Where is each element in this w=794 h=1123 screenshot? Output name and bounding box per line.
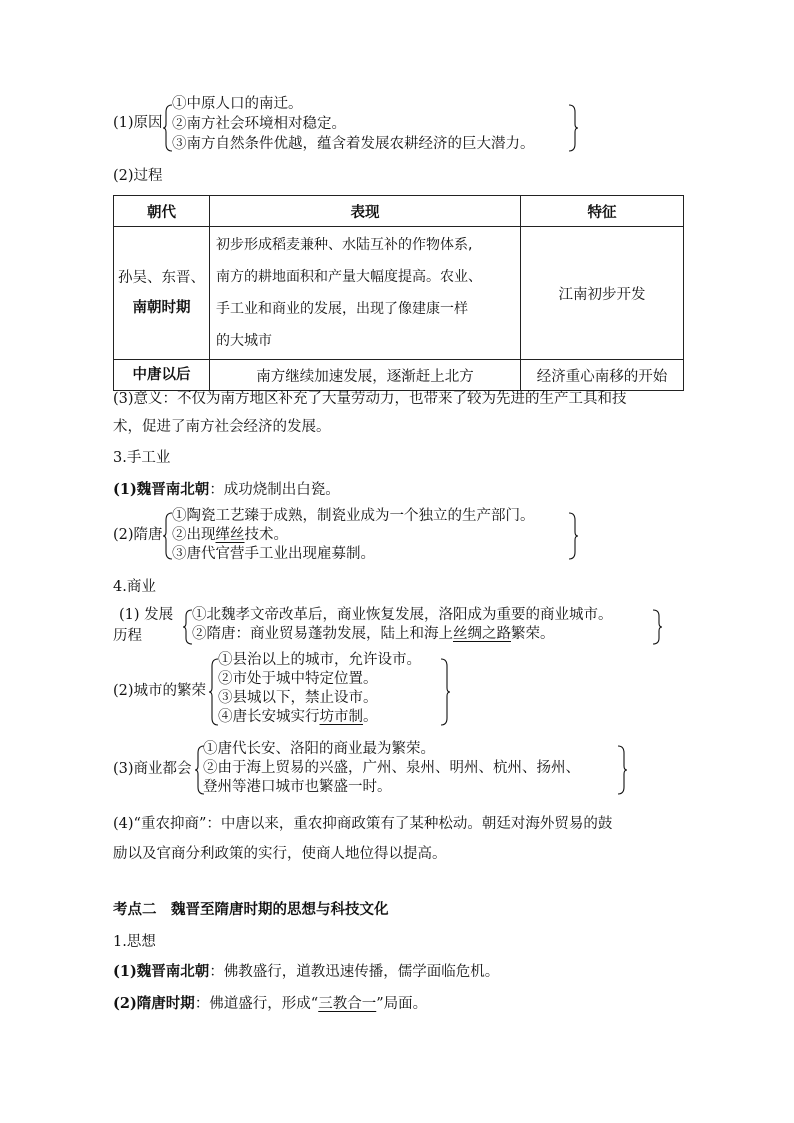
process-label: (2)过程 bbox=[113, 168, 163, 184]
dev-item-1: ①北魏孝文帝改革后，商业恢复发展，洛阳成为重要的商业城市。 bbox=[192, 607, 613, 623]
city-item-4 bbox=[218, 707, 378, 727]
handicraft-item-1 bbox=[113, 480, 340, 500]
policy-line-1: (4)“重农抑商”：中唐以来，重农抑商政策有了某种松动。朝廷对海外贸易的鼓 bbox=[113, 816, 613, 832]
process-table bbox=[113, 195, 684, 391]
performance-line: 南方的耕地面积和产量大幅度提高。农业、 bbox=[216, 269, 482, 285]
performance-line: 手工业和商业的发展，出现了像建康一样 bbox=[216, 301, 468, 317]
text-span: ”局面。 bbox=[376, 996, 428, 1012]
era-cell bbox=[114, 227, 210, 360]
table-header-row bbox=[114, 196, 684, 227]
handicraft-sub-1: ①陶瓷工艺臻于成熟，制瓷业成为一个独立的生产部门。 bbox=[172, 508, 535, 524]
text-span: 技术。 bbox=[244, 527, 288, 543]
cause-item-2: ②南方社会环境相对稳定。 bbox=[172, 116, 346, 132]
text-span: 。 bbox=[363, 709, 378, 725]
era-line: 南朝时期 bbox=[132, 300, 191, 316]
thought-item-2 bbox=[113, 994, 427, 1014]
period-label: (2)隋唐时期 bbox=[113, 995, 195, 1012]
commerce-heading: 4.商业 bbox=[113, 579, 156, 595]
thought-heading: 1.思想 bbox=[113, 934, 156, 950]
city-label: (2)城市的繁荣 bbox=[113, 683, 207, 699]
right-brace bbox=[568, 512, 578, 560]
table-row bbox=[114, 227, 684, 360]
feature-cell: 经济重心南移的开始 bbox=[521, 360, 684, 391]
era-line: 孙吴、东晋、 bbox=[118, 270, 205, 286]
performance-cell: 南方继续加速发展，逐渐赶上北方 bbox=[210, 360, 521, 391]
policy-line-2: 励以及官商分利政策的实行，使商人地位得以提高。 bbox=[113, 846, 447, 862]
feature-cell: 江南初步开发 bbox=[521, 227, 684, 360]
text-span: ④唐长安城实行 bbox=[218, 709, 320, 725]
right-brace bbox=[617, 745, 627, 795]
handicraft-sub-2 bbox=[172, 525, 288, 545]
text-span: ②隋唐：商业贸易蓬勃发展，陆上和海上 bbox=[192, 626, 453, 642]
meaning-line-1: (3)意义：不仅为南方地区补充了大量劳动力，也带来了较为先进的生产工具和技 bbox=[113, 391, 627, 407]
dev-item-2 bbox=[192, 624, 555, 644]
city-item-2: ②市处于城中特定位置。 bbox=[218, 671, 378, 687]
keyword-underlined: 三教合一 bbox=[318, 996, 377, 1012]
text-span: 繁荣。 bbox=[511, 626, 555, 642]
keyword-underlined: 丝绸之路 bbox=[453, 626, 511, 642]
header-era: 朝代 bbox=[114, 196, 210, 227]
keyword-underlined: 缂丝 bbox=[215, 527, 245, 543]
header-feature: 特征 bbox=[521, 196, 684, 227]
sui-tang-label: (2)隋唐 bbox=[113, 527, 163, 543]
city-item-3: ③县城以下，禁止设市。 bbox=[218, 690, 378, 706]
performance-cell bbox=[210, 227, 521, 360]
cause-label: (1)原因 bbox=[113, 115, 163, 131]
right-brace bbox=[440, 658, 450, 726]
era-cell: 中唐以后 bbox=[114, 360, 210, 391]
section-title: 考点二 魏晋至隋唐时期的思想与科技文化 bbox=[113, 902, 389, 918]
keyword-underlined: 坊市制 bbox=[319, 709, 363, 725]
thought-item-1 bbox=[113, 962, 499, 982]
text-span: ②出现 bbox=[172, 527, 216, 543]
header-performance: 表现 bbox=[210, 196, 521, 227]
handicraft-item-1-text: ：成功烧制出白瓷。 bbox=[209, 482, 340, 498]
performance-line: 初步形成稻麦兼种、水陆互补的作物体系, bbox=[216, 237, 473, 253]
period-label: (1)魏晋南北朝 bbox=[113, 481, 210, 498]
cause-item-3: ③南方自然条件优越，蕴含着发展农耕经济的巨大潜力。 bbox=[172, 136, 535, 152]
metro-item-2: ②由于海上贸易的兴盛，广州、泉州、明州、杭州、扬州、 bbox=[203, 760, 580, 776]
right-brace bbox=[568, 104, 578, 152]
period-label: (1)魏晋南北朝 bbox=[113, 963, 210, 980]
text-span: ：佛教盛行，道教迅速传播，儒学面临危机。 bbox=[209, 964, 500, 980]
performance-line: 的大城市 bbox=[216, 333, 272, 349]
text-span: ：佛道盛行，形成“ bbox=[194, 996, 319, 1012]
dev-label-2: 历程 bbox=[113, 628, 142, 644]
meaning-line-2: 术，促进了南方社会经济的发展。 bbox=[113, 419, 331, 435]
metro-label: (3)商业都会 bbox=[113, 761, 192, 777]
city-item-1: ①县治以上的城市，允许设市。 bbox=[218, 652, 421, 668]
metro-item-3: 登州等港口城市也繁盛一时。 bbox=[203, 779, 392, 795]
metro-item-1: ①唐代长安、洛阳的商业最为繁荣。 bbox=[203, 741, 435, 757]
right-brace bbox=[652, 609, 662, 645]
handicraft-heading: 3.手工业 bbox=[113, 450, 171, 466]
cause-item-1: ①中原人口的南迁。 bbox=[172, 96, 303, 112]
handicraft-sub-3: ③唐代官营手工业出现雇募制。 bbox=[172, 546, 375, 562]
dev-label-1: (1) 发展 bbox=[119, 607, 174, 623]
